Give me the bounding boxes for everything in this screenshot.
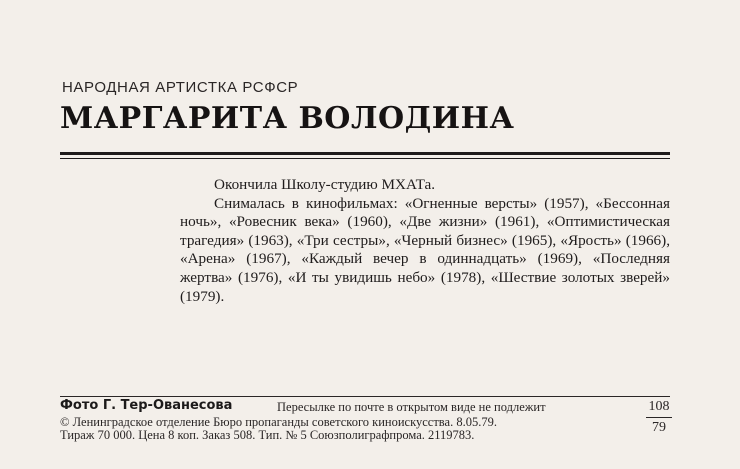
biography xyxy=(180,176,670,306)
divider-thin xyxy=(60,158,670,159)
footer-divider xyxy=(60,396,670,397)
imprint-line-2: Тираж 70 000. Цена 8 коп. Заказ 508. Тип. № 5 Союзполиграфпрома. 2119783. xyxy=(60,428,475,442)
card-number-top: 108 xyxy=(648,399,670,414)
imprint-line-1: © Ленинградское отделение Бюро пропаганды советского киноискусства. 8.05.79. xyxy=(60,415,497,429)
imprint xyxy=(60,416,497,442)
bio-education: Окончила Школу-студию МХАТа. xyxy=(214,176,436,193)
divider-thick xyxy=(60,152,670,155)
card-number-bottom: 79 xyxy=(652,420,666,435)
mail-note: Пересылке по почте в открытом виде не подлежит xyxy=(277,400,546,414)
photo-credit: Фото Г. Тер-Ованесова xyxy=(60,398,233,413)
subtitle: НАРОДНАЯ АРТИСТКА РСФСР xyxy=(62,79,299,96)
actress-name: МАРГАРИТА ВОЛОДИНА xyxy=(60,101,515,136)
bio-filmography: Снималась в кинофильмах: «Огненные версты» (1957), «Бессонная ночь», «Ровесник века» (1960), «Две жизни» (1961), «Оптимистическая трагедия» (1963), «Три сестры», «Черный бизнес» (1965), «Ярость» (1966), «Арена» (1967), «Каждый вечер в одиннадцать» (1969), «Последняя жертва» (1976), «И ты увидишь небо» (1978), «Шествие золотых зверей» (1979). xyxy=(180,194,670,305)
fraction-bar xyxy=(646,417,672,418)
card-number xyxy=(646,399,672,436)
